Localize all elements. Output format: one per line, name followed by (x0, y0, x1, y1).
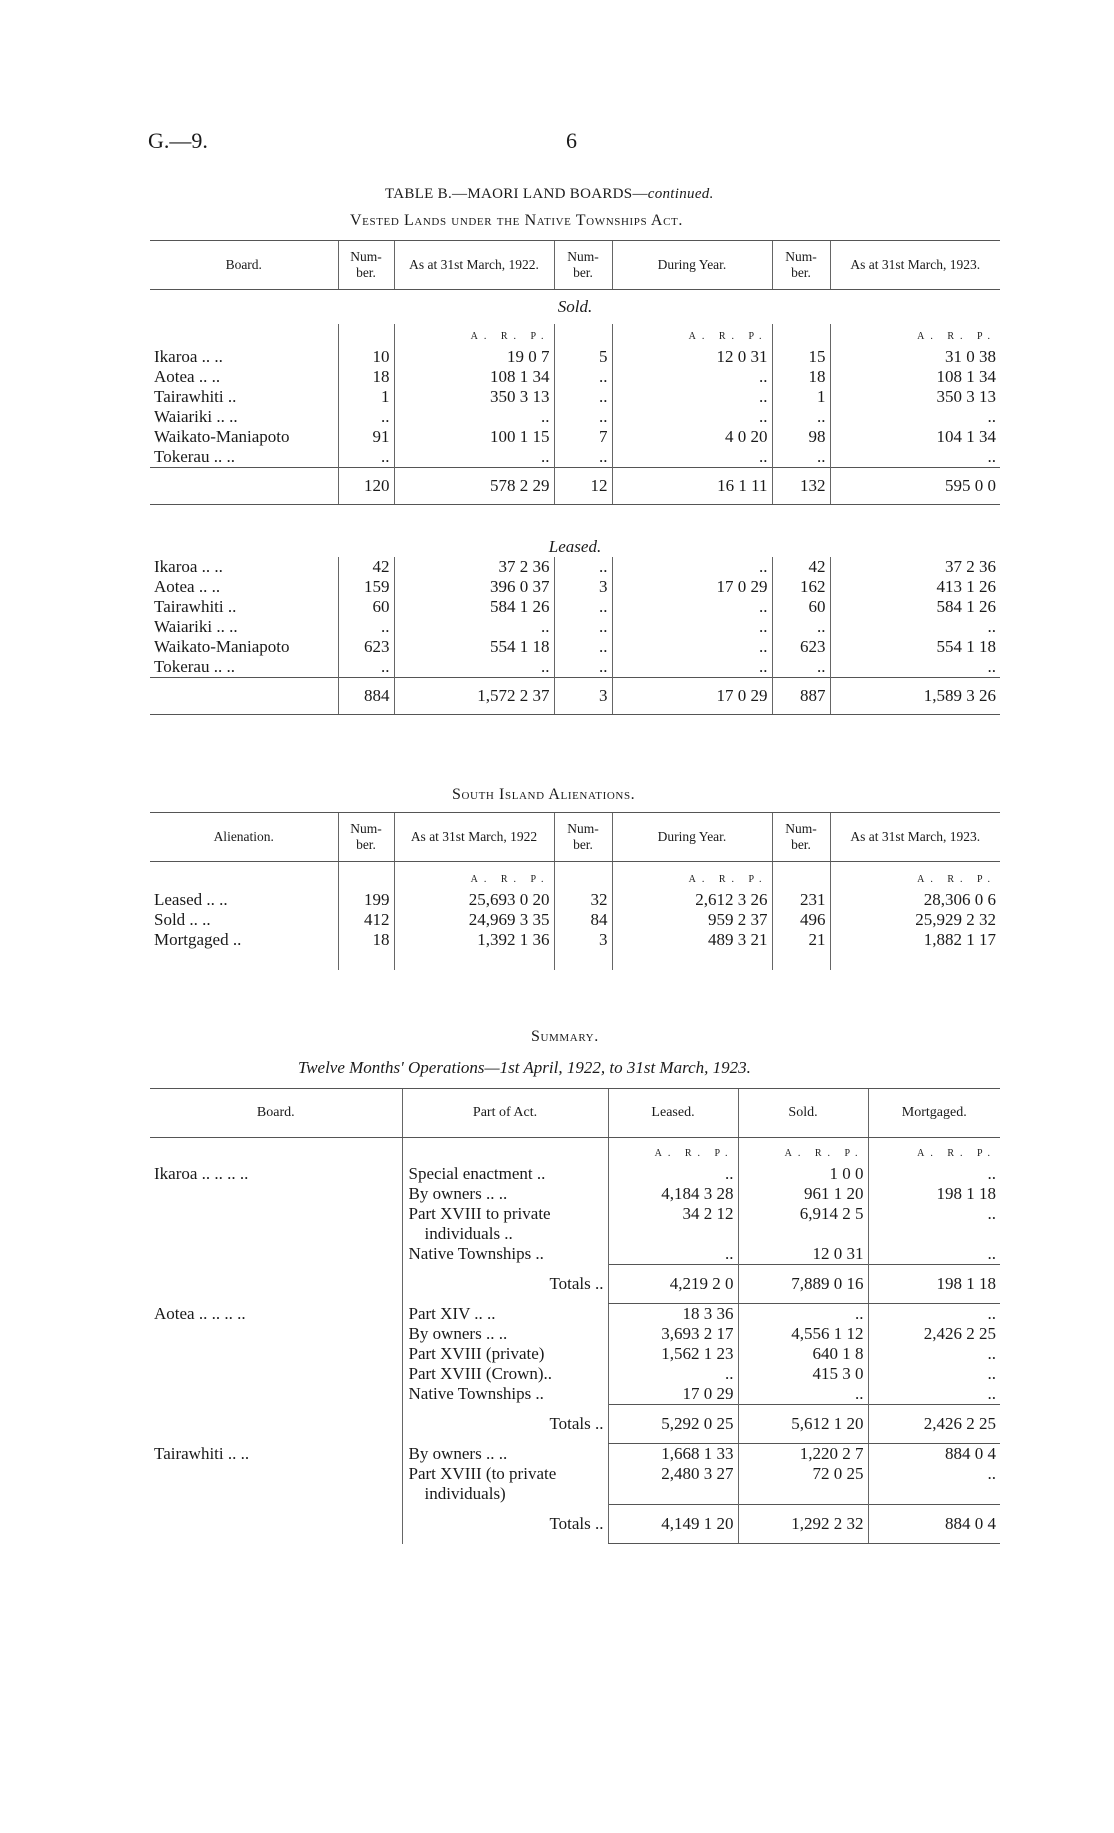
board-name: Tairawhiti .. .. (154, 1443, 250, 1463)
cell: 1,220 2 7 (738, 1444, 868, 1465)
cell: 21 (772, 930, 830, 950)
cell: 162 (772, 577, 830, 597)
part-of-act: By owners .. .. (402, 1184, 608, 1204)
part-of-act: Part XVIII to private (402, 1204, 608, 1224)
table-row (150, 577, 1000, 597)
total-cell: 5,612 1 20 (738, 1405, 868, 1444)
table-row (150, 557, 1000, 577)
cell: 7 (554, 427, 612, 447)
table-row (150, 617, 1000, 637)
col-alienation: Alienation. (150, 813, 338, 862)
cell: 623 (338, 637, 394, 657)
table-row (150, 1324, 1000, 1344)
total-cell: 595 0 0 (830, 468, 1000, 505)
col-number-year: Num- ber. (554, 241, 612, 290)
vested-lands-header-row (150, 241, 1000, 290)
cell: 2,612 3 26 (612, 890, 772, 910)
cell: .. (612, 367, 772, 387)
cell: .. (608, 1244, 738, 1265)
cell: 17 0 29 (612, 577, 772, 597)
part-of-act: Part XVIII (to private (402, 1464, 608, 1484)
cell: 19 0 7 (394, 347, 554, 367)
part-of-act: Part XVIII (Crown).. (402, 1364, 608, 1384)
table-row (150, 910, 1000, 930)
total-cell: 7,889 0 16 (738, 1265, 868, 1304)
cell: .. (772, 617, 830, 637)
cell: 32 (554, 890, 612, 910)
cell: 104 1 34 (830, 427, 1000, 447)
board-name: Tokerau .. .. (154, 447, 235, 466)
total-cell: 16 1 11 (612, 468, 772, 505)
cell: .. (868, 1344, 1000, 1364)
total-cell: 4,219 2 0 (608, 1265, 738, 1304)
cell: 42 (772, 557, 830, 577)
part-of-act: By owners .. .. (402, 1324, 608, 1344)
cell: 98 (772, 427, 830, 447)
cell: 72 0 25 (738, 1464, 868, 1484)
summary-table (150, 1088, 1000, 1544)
cell: 18 (338, 930, 394, 950)
cell: 12 0 31 (612, 347, 772, 367)
cell: .. (394, 617, 554, 637)
part-of-act: Special enactment .. (402, 1164, 608, 1184)
units-label: A. R. P. (654, 1148, 734, 1159)
cell: .. (868, 1364, 1000, 1384)
cell: 554 1 18 (394, 637, 554, 657)
cell: 5 (554, 347, 612, 367)
cell: 100 1 15 (394, 427, 554, 447)
cell: 37 2 36 (394, 557, 554, 577)
total-cell: 578 2 29 (394, 468, 554, 505)
board-name: Waiariki .. .. (154, 617, 238, 636)
table-row (150, 1444, 1000, 1465)
col-leased: Leased. (608, 1089, 738, 1138)
cell: .. (338, 447, 394, 468)
cell: 640 1 8 (738, 1344, 868, 1364)
cell: 60 (772, 597, 830, 617)
cell: 91 (338, 427, 394, 447)
cell: .. (868, 1304, 1000, 1325)
page-number: 6 (566, 128, 577, 153)
units-label: A. R. P. (688, 331, 768, 342)
cell: .. (554, 597, 612, 617)
board-name: Ikaroa .. .. .. .. (154, 1164, 249, 1183)
table-row (150, 930, 1000, 950)
cell: 28,306 0 6 (830, 890, 1000, 910)
cell: 17 0 29 (608, 1384, 738, 1405)
summary-subtitle: Twelve Months' Operations—1st April, 1922, to 31st March, 1923. (298, 1058, 751, 1077)
cell: .. (612, 557, 772, 577)
cell: 415 3 0 (738, 1364, 868, 1384)
south-island-subtitle: South Island Alienations. (452, 786, 636, 803)
cell: .. (772, 407, 830, 427)
cell: 4,184 3 28 (608, 1184, 738, 1204)
cell: 554 1 18 (830, 637, 1000, 657)
units-label: A. R. P. (470, 331, 550, 342)
cell: .. (338, 407, 394, 427)
col-as-at-1922: As at 31st March, 1922. (394, 241, 554, 290)
total-cell: 1,292 2 32 (738, 1505, 868, 1544)
total-row (150, 1405, 1000, 1444)
table-row (150, 1304, 1000, 1325)
cell: .. (772, 657, 830, 678)
cell: .. (612, 447, 772, 468)
col-during-year: During Year. (612, 241, 772, 290)
vested-lands-table (150, 240, 1000, 715)
col-as-at-1923: As at 31st March, 1923. (830, 241, 1000, 290)
cell: .. (612, 657, 772, 678)
cell (738, 1484, 868, 1505)
cell: 3 (554, 577, 612, 597)
cell: 108 1 34 (394, 367, 554, 387)
total-cell: 884 0 4 (868, 1505, 1000, 1544)
cell: 1 0 0 (738, 1164, 868, 1184)
table-row (150, 597, 1000, 617)
cell: 1 (338, 387, 394, 407)
cell: 1 (772, 387, 830, 407)
cell: .. (830, 657, 1000, 678)
part-of-act: Native Townships .. (402, 1384, 608, 1405)
table-row (150, 387, 1000, 407)
total-cell: 887 (772, 678, 830, 715)
col-sold: Sold. (738, 1089, 868, 1138)
cell: .. (830, 407, 1000, 427)
totals-label: Totals .. (402, 1505, 608, 1544)
cell: 584 1 26 (830, 597, 1000, 617)
cell: .. (830, 617, 1000, 637)
table-row (150, 447, 1000, 468)
table-b-title-main: TABLE B.—MAORI LAND BOARDS— (385, 186, 648, 202)
cell: 18 3 36 (608, 1304, 738, 1325)
alienation-type: Sold .. .. (154, 910, 211, 929)
col-number-1922: Num- ber. (338, 813, 394, 862)
cell: 84 (554, 910, 612, 930)
page-reference: G.—9. (148, 128, 208, 153)
cell: 18 (338, 367, 394, 387)
total-row (150, 678, 1000, 715)
cell: 1,392 1 36 (394, 930, 554, 950)
units-label: A. R. P. (470, 874, 550, 885)
total-cell: 5,292 0 25 (608, 1405, 738, 1444)
cell: 42 (338, 557, 394, 577)
cell: 396 0 37 (394, 577, 554, 597)
cell: 37 2 36 (830, 557, 1000, 577)
total-row (150, 1265, 1000, 1304)
south-island-header-row (150, 813, 1000, 862)
cell (868, 1484, 1000, 1505)
cell: 623 (772, 637, 830, 657)
board-name: Waiariki .. .. (154, 407, 238, 426)
col-number-1923: Num- ber. (772, 813, 830, 862)
units-label: A. R. P. (917, 1148, 996, 1159)
board-name: Waikato-Maniapoto (154, 427, 290, 446)
totals-label: Totals .. (402, 1265, 608, 1304)
summary-title: Summary. (531, 1028, 599, 1045)
col-as-at-1923: As at 31st March, 1923. (830, 813, 1000, 862)
cell: 15 (772, 347, 830, 367)
cell: .. (612, 407, 772, 427)
part-of-act: Part XVIII (private) (402, 1344, 608, 1364)
cell: .. (394, 657, 554, 678)
table-row (150, 427, 1000, 447)
cell: .. (554, 447, 612, 468)
col-part-of-act: Part of Act. (402, 1089, 608, 1138)
cell: .. (554, 407, 612, 427)
board-name: Aotea .. .. .. .. (154, 1303, 246, 1323)
cell (738, 1224, 868, 1244)
cell: .. (772, 447, 830, 468)
cell: 25,693 0 20 (394, 890, 554, 910)
table-row (150, 1224, 1000, 1244)
units-label: A. R. P. (688, 874, 768, 885)
cell: .. (868, 1384, 1000, 1405)
table-row (150, 1384, 1000, 1405)
cell: 231 (772, 890, 830, 910)
table-row (150, 1464, 1000, 1484)
cell: .. (612, 617, 772, 637)
board-name: Tairawhiti .. (154, 387, 237, 406)
units-label: A. R. P. (784, 1148, 864, 1159)
cell: 159 (338, 577, 394, 597)
south-island-table (150, 812, 1000, 970)
table-row (150, 347, 1000, 367)
cell: .. (612, 387, 772, 407)
cell: .. (868, 1464, 1000, 1484)
cell: .. (868, 1164, 1000, 1184)
cell: .. (608, 1164, 738, 1184)
alienation-type: Leased .. .. (154, 890, 228, 909)
cell: .. (554, 657, 612, 678)
section-label-sold: Sold. (557, 297, 593, 316)
col-board: Board. (150, 241, 338, 290)
cell: 199 (338, 890, 394, 910)
table-row (150, 890, 1000, 910)
cell: 4 0 20 (612, 427, 772, 447)
cell: 10 (338, 347, 394, 367)
table-row (150, 1184, 1000, 1204)
table-row (150, 367, 1000, 387)
total-cell: 1,572 2 37 (394, 678, 554, 715)
board-name: Aotea .. .. (154, 367, 221, 386)
units-label: A. R. P. (917, 874, 996, 885)
cell: .. (338, 657, 394, 678)
cell: 489 3 21 (612, 930, 772, 950)
cell: 198 1 18 (868, 1184, 1000, 1204)
cell: 24,969 3 35 (394, 910, 554, 930)
alienation-type: Mortgaged .. (154, 930, 242, 949)
cell: 350 3 13 (394, 387, 554, 407)
cell: .. (554, 557, 612, 577)
cell: 108 1 34 (830, 367, 1000, 387)
total-cell: 198 1 18 (868, 1265, 1000, 1304)
totals-label: Totals .. (402, 1405, 608, 1444)
table-b-title (385, 186, 714, 203)
table-row (150, 1484, 1000, 1505)
cell: .. (738, 1384, 868, 1405)
table-row (150, 1364, 1000, 1384)
cell: 961 1 20 (738, 1184, 868, 1204)
cell: 3,693 2 17 (608, 1324, 738, 1344)
cell: .. (554, 367, 612, 387)
cell: 959 2 37 (612, 910, 772, 930)
col-board: Board. (150, 1089, 402, 1138)
total-row (150, 1505, 1000, 1544)
cell: 34 2 12 (608, 1204, 738, 1224)
cell: 496 (772, 910, 830, 930)
cell: .. (394, 447, 554, 468)
cell: 584 1 26 (394, 597, 554, 617)
col-number-1923: Num- ber. (772, 241, 830, 290)
cell: .. (608, 1364, 738, 1384)
col-number-year: Num- ber. (554, 813, 612, 862)
cell: .. (554, 387, 612, 407)
col-during-year: During Year. (612, 813, 772, 862)
cell: .. (554, 617, 612, 637)
cell: 6,914 2 5 (738, 1204, 868, 1224)
board-name: Ikaroa .. .. (154, 347, 223, 366)
board-name: Waikato-Maniapoto (154, 637, 290, 656)
cell: 25,929 2 32 (830, 910, 1000, 930)
total-cell: 12 (554, 468, 612, 505)
cell: .. (394, 407, 554, 427)
cell: 412 (338, 910, 394, 930)
cell: 884 0 4 (868, 1444, 1000, 1465)
cell: .. (612, 597, 772, 617)
cell (868, 1224, 1000, 1244)
cell: 60 (338, 597, 394, 617)
board-name: Aotea .. .. (154, 577, 221, 596)
cell: .. (554, 637, 612, 657)
col-number-1922: Num- ber. (338, 241, 394, 290)
table-b-subtitle: Vested Lands under the Native Townships Act. (350, 212, 683, 229)
cell: .. (830, 447, 1000, 468)
cell (608, 1224, 738, 1244)
total-cell: 17 0 29 (612, 678, 772, 715)
cell (608, 1484, 738, 1505)
total-cell: 1,589 3 26 (830, 678, 1000, 715)
cell: 4,556 1 12 (738, 1324, 868, 1344)
col-as-at-1922: As at 31st March, 1922 (394, 813, 554, 862)
cell: .. (868, 1244, 1000, 1265)
board-name: Ikaroa .. .. (154, 557, 223, 576)
part-of-act: By owners .. .. (402, 1444, 608, 1465)
total-cell: 884 (338, 678, 394, 715)
total-cell: 4,149 1 20 (608, 1505, 738, 1544)
table-row (150, 1344, 1000, 1364)
part-of-act: Part XIV .. .. (402, 1304, 608, 1325)
summary-header-row (150, 1089, 1000, 1138)
cell: .. (612, 637, 772, 657)
units-label: A. R. P. (917, 331, 996, 342)
cell: 1,668 1 33 (608, 1444, 738, 1465)
table-row (150, 657, 1000, 678)
board-name: Tairawhiti .. (154, 597, 237, 616)
cell: 18 (772, 367, 830, 387)
table-row (150, 1204, 1000, 1224)
cell: .. (868, 1204, 1000, 1224)
table-row (150, 1164, 1000, 1184)
cell: 350 3 13 (830, 387, 1000, 407)
part-of-act: individuals) (402, 1484, 608, 1505)
cell: 31 0 38 (830, 347, 1000, 367)
cell: .. (338, 617, 394, 637)
total-cell: 132 (772, 468, 830, 505)
cell: 2,480 3 27 (608, 1464, 738, 1484)
section-label-leased: Leased. (548, 537, 602, 556)
total-cell: 3 (554, 678, 612, 715)
total-cell: 2,426 2 25 (868, 1405, 1000, 1444)
table-row (150, 407, 1000, 427)
part-of-act: Native Townships .. (402, 1244, 608, 1265)
cell: .. (738, 1304, 868, 1325)
cell: 1,562 1 23 (608, 1344, 738, 1364)
cell: 12 0 31 (738, 1244, 868, 1265)
table-row (150, 637, 1000, 657)
total-row (150, 468, 1000, 505)
cell: 413 1 26 (830, 577, 1000, 597)
cell: 1,882 1 17 (830, 930, 1000, 950)
col-mortgaged: Mortgaged. (868, 1089, 1000, 1138)
board-name: Tokerau .. .. (154, 657, 235, 676)
total-cell: 120 (338, 468, 394, 505)
cell: 3 (554, 930, 612, 950)
cell: 2,426 2 25 (868, 1324, 1000, 1344)
table-b-title-cont: continued. (647, 186, 714, 202)
table-row (150, 1244, 1000, 1265)
part-of-act: individuals .. (402, 1224, 608, 1244)
